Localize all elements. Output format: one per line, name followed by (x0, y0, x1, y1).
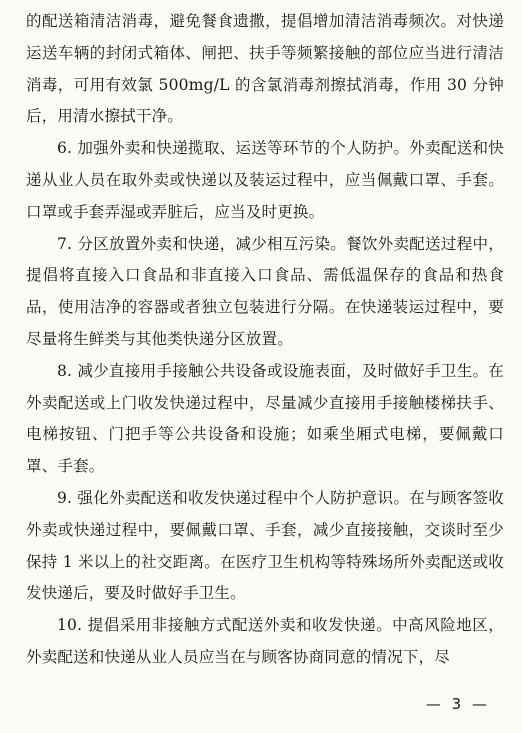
paragraph-item-8: 8. 减少直接用手接触公共设备或设施表面，及时做好手卫生。在外卖配送或上门收发快递过程中，尽量减少直接用手接触楼梯扶手、电梯按钮、门把手等公共设备和设施；如乘坐厢式电梯，要佩戴口罩、手套。 (26, 361, 504, 476)
paragraph-item-6: 6. 加强外卖和快递揽取、运送等环节的个人防护。外卖配送和快递从业人员在取外卖或快递以及装运过程中，应当佩戴口罩、手套。口罩或手套弄湿或弄脏后，应当及时更换。 (26, 139, 504, 221)
paragraph-item-7: 7. 分区放置外卖和快递，减少相互污染。餐饮外卖配送过程中，提倡将直接入口食品和非直接入口食品、需低温保存的食品和热食品，使用洁净的容器或者独立包装进行分隔。在快递装运过程中，要尽量将生鲜类与其他类快递分区放置。 (26, 234, 504, 348)
document-body (26, 6, 504, 674)
paragraph-item-10: 10. 提倡采用非接触方式配送外卖和收发快递。中高风险地区，外卖配送和快递从业人员应当在与顾客协商同意的情况下，尽 (26, 616, 504, 666)
paragraph-item-9: 9. 强化外卖配送和收发快递过程中个人防护意识。在与顾客签收外卖或快递过程中，要佩戴口罩、手套，减少直接接触，交谈时至少保持 1 米以上的社交距离。在医疗卫生机构等特殊场所外卖配送或收发快递后，要及时做好手卫生。 (26, 488, 504, 603)
paragraph-continued: 的配送箱清洁消毒，避免餐食遗撒，提倡增加清洁消毒频次。对快递运送车辆的封闭式箱体、闸把、扶手等频繁接触的部位应当进行清洁消毒，可用有效氯 500mg/L 的含氯消毒剂擦拭消毒，作用 30 分钟后，用清水擦拭干净。 (26, 12, 504, 126)
page-number: — 3 — (425, 695, 490, 713)
